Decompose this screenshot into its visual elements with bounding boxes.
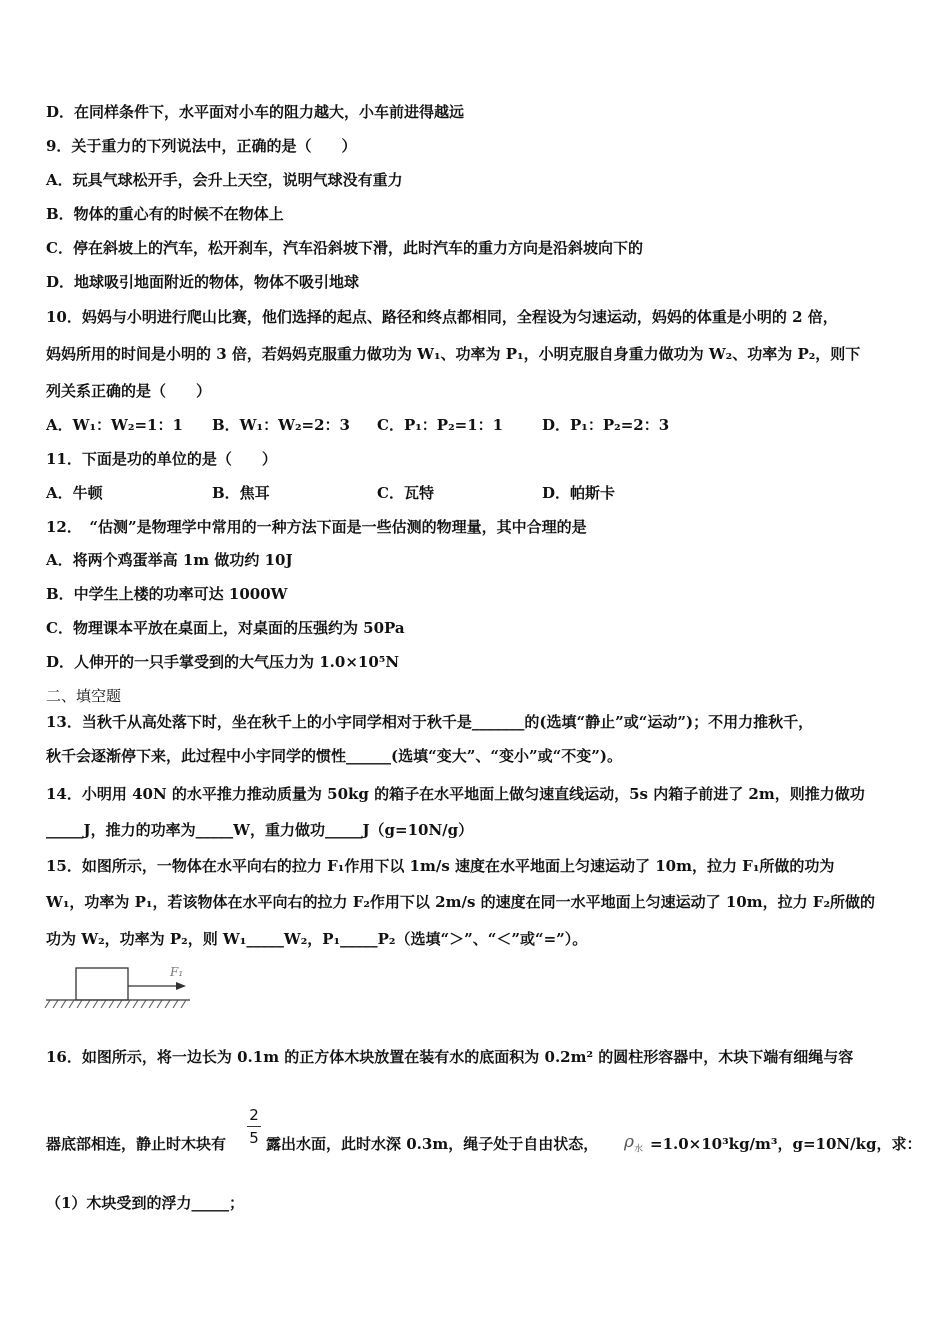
q11-option-c: C．瓦特 <box>377 484 434 502</box>
q10-option-c: C．P₁：P₂=1：1 <box>377 416 504 434</box>
q15-line1: 15．如图所示，一物体在水平向右的拉力 F₁作用下以 1m/s 速度在水平地面上匀速运动了 10m，拉力 F₁所做的功为 <box>46 857 835 875</box>
q16-line1: 16．如图所示，将一边长为 0.1m 的正方体木块放置在装有水的底面积为 0.2m² 的圆柱形容器中，木块下端有细绳与容 <box>46 1048 854 1066</box>
q12-stem: 12． “估测”是物理学中常用的一种方法下面是一些估测的物理量，其中合理的是 <box>46 518 587 536</box>
q10-option-a: A．W₁：W₂=1：1 <box>46 416 183 434</box>
q11-option-d: D．帕斯卡 <box>542 484 616 502</box>
rho-letter: ρ <box>624 1132 634 1152</box>
q12-option-a-visible: A．将两个鸡蛋举高 1m 做功约 10J <box>46 551 293 569</box>
q10-line2: 妈妈所用的时间是小明的 3 倍，若妈妈克服重力做功为 W₁、功率为 P₁，小明克服自身重力做功为 W₂、功率为 P₂，则下 <box>46 345 861 363</box>
q8-option-d: D．在同样条件下，水平面对小车的阻力越大，小车前进得越远 <box>46 103 465 121</box>
q16-line2-part-b: 露出水面，此时水深 0.3m，绳子处于自由状态， <box>266 1135 599 1153</box>
q9-option-a: A．玩具气球松开手，会升上天空，说明气球没有重力 <box>46 171 403 189</box>
q15-line2: W₁，功率为 P₁，若该物体在水平向右的拉力 F₂作用下以 2m/s 的速度在同一水平地面上匀速运动了 10m，拉力 F₂所做的 <box>46 893 876 911</box>
q10-option-b: B．W₁：W₂=2：3 <box>212 416 350 434</box>
q9-option-b: B．物体的重心有的时候不在物体上 <box>46 205 284 223</box>
force-arrow-head <box>176 982 186 990</box>
q12-option-c: C．物理课本平放在桌面上，对桌面的压强约为 50Pa <box>46 619 405 637</box>
q14-line1: 14．小明用 40N 的水平推力推动质量为 50kg 的箱子在水平地面上做匀速直线运动，5s 内箱子前进了 2m，则推力做功 <box>46 785 865 803</box>
q11-options <box>46 483 906 503</box>
q16-line2-part-a: 器底部相连，静止时木块有 <box>46 1135 227 1153</box>
rho-subscript: 水 <box>634 1144 644 1155</box>
fraction-two-fifths <box>247 1106 261 1147</box>
section-title-fill-in: 二、填空题 <box>46 687 122 705</box>
fraction-numerator: 2 <box>249 1106 259 1124</box>
q11-option-b: B．焦耳 <box>212 484 270 502</box>
block-on-floor-diagram <box>44 962 194 1014</box>
q10-line1: 10．妈妈与小明进行爬山比赛，他们选择的起点、路径和终点都相同，全程设为匀速运动，妈妈的体重是小明的 2 倍， <box>46 308 838 326</box>
q16-line2-part-c: =1.0×10³kg/m³，g=10N/kg，求： <box>650 1135 922 1153</box>
q15-line3: 功为 W₂，功率为 P₂，则 W₁_____W₂，P₁_____P₂（选填“＞”、“＜”或“=”）。 <box>46 930 588 948</box>
q11-option-a: A．牛顿 <box>46 484 103 502</box>
q10-options <box>46 415 906 435</box>
q13-line1: 13．当秋千从高处落下时，坐在秋千上的小宇同学相对于秋千是_______的(选填“静止”或“运动”)；不用力推秋千， <box>46 713 814 731</box>
block <box>76 968 128 1000</box>
q9-option-c: C．停在斜坡上的汽车，松开刹车，汽车沿斜坡下滑，此时汽车的重力方向是沿斜坡向下的 <box>46 239 643 257</box>
q12-option-b: B．中学生上楼的功率可达 1000W <box>46 585 288 603</box>
q12-option-d: D．人伸开的一只手掌受到的大气压力为 1.0×10⁵N <box>46 653 400 671</box>
rho-water-symbol <box>624 1132 643 1159</box>
force-label: F₁ <box>170 965 184 979</box>
q16-sub1: （1）木块受到的浮力_____； <box>46 1194 244 1212</box>
fraction-denominator: 5 <box>249 1129 259 1147</box>
q9-option-d: D．地球吸引地面附近的物体，物体不吸引地球 <box>46 273 360 291</box>
q14-line2: _____J，推力的功率为_____W，重力做功_____J（g=10N/g） <box>46 821 474 839</box>
q10-option-d: D．P₁：P₂=2：3 <box>542 416 670 434</box>
q11-stem: 11．下面是功的单位的是（ ） <box>46 450 277 468</box>
q10-line3: 列关系正确的是（ ） <box>46 382 212 400</box>
q13-line2: 秋千会逐渐停下来，此过程中小宇同学的惯性______(选填“变大”、“变小”或“不变”)。 <box>46 747 622 765</box>
q15-figure <box>44 962 194 1014</box>
floor-hatching <box>45 1000 186 1008</box>
fraction-bar <box>247 1126 261 1127</box>
q9-stem: 9．关于重力的下列说法中，正确的是（ ） <box>46 137 357 155</box>
